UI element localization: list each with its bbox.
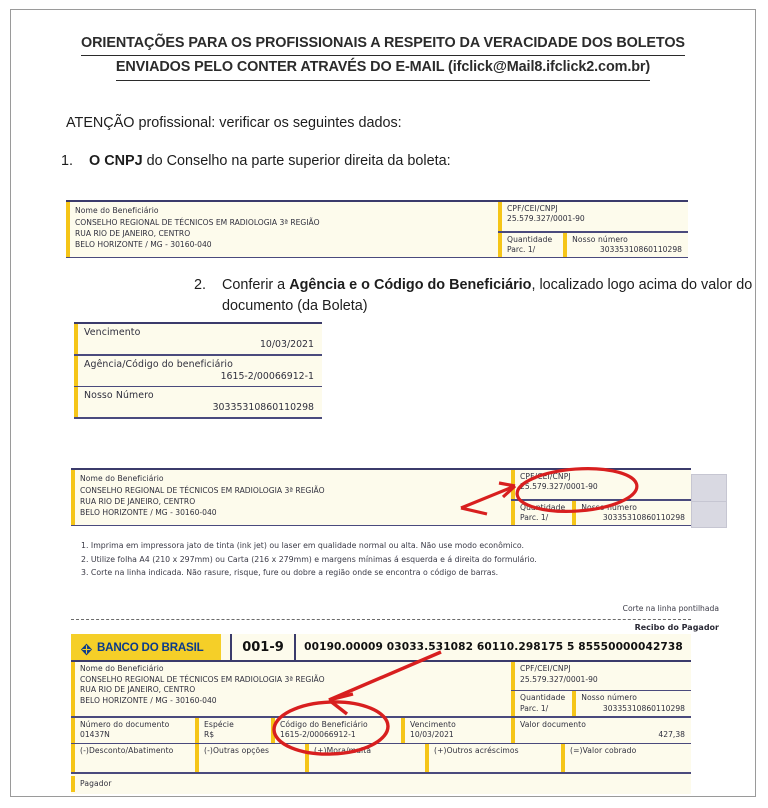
boleto4-totais-row: [71, 744, 691, 772]
boleto1-body: [66, 202, 688, 256]
yellow-marker-bar: [305, 744, 309, 772]
step-item-1: [61, 151, 669, 172]
page-title-line1: ORIENTAÇÕES PARA OS PROFISSIONAIS A RESPEITO DA VERACIDADE DOS BOLETOS: [81, 32, 685, 56]
beneficiario-line3: BELO HORIZONTE / MG - 30160-040: [75, 240, 212, 250]
beneficiario-line2: RUA RIO DE JANEIRO, CENTRO: [80, 685, 196, 694]
nosso-numero-field: [563, 233, 688, 257]
cnpj-label: CPF/CEI/CNPJ: [507, 204, 558, 214]
valor-documento-value: 427,38: [658, 730, 685, 740]
cnpj-label: CPF/CEI/CNPJ: [520, 472, 571, 482]
beneficiario-label: Nome do Beneficiário: [75, 206, 159, 216]
nosso-numero-field: [572, 501, 691, 525]
linha-digitavel: 00190.00009 03033.531082 60110.298175 5 85550000042738: [304, 641, 683, 653]
outros-acrescimos-field: [425, 744, 561, 772]
banco-do-brasil-name: BANCO DO BRASIL: [97, 640, 204, 654]
bank-code: 001-9: [230, 634, 296, 660]
beneficiario-line1: CONSELHO REGIONAL DE TÉCNICOS EM RADIOLOGIA 3ª REGIÃO: [80, 674, 325, 684]
yellow-marker-bar: [425, 744, 429, 772]
yellow-marker-bar: [71, 718, 75, 743]
yellow-marker-bar: [572, 691, 576, 716]
outros-acrescimos-label: (+)Outros acréscimos: [434, 746, 519, 756]
boleto-excerpt-top: [66, 200, 688, 258]
yellow-marker-bar: [511, 501, 515, 525]
yellow-marker-bar: [511, 718, 515, 743]
yellow-marker-bar: [498, 202, 502, 231]
recibo-pagador-label: Recibo do Pagador: [634, 623, 719, 632]
valor-documento-label: Valor documento: [520, 719, 587, 729]
quantidade-label: Quantidade: [507, 234, 553, 244]
nosso-numero-value: 30335310860110298: [599, 244, 682, 254]
quantidade-field: [511, 691, 572, 716]
yellow-marker-bar: [511, 691, 515, 716]
quantidade-field: [498, 233, 563, 257]
boleto1-right-block: [498, 202, 688, 256]
detail-value-0: 10/03/2021: [259, 339, 314, 351]
corte-linha-label: Corte na linha pontilhada: [622, 604, 719, 613]
desconto-label: (-)Desconto/Abatimento: [80, 746, 174, 756]
quantidade-value: Parc. 1/: [520, 512, 549, 522]
nosso-numero-label: Nosso número: [572, 234, 628, 244]
step-2-pre: Conferir a: [222, 277, 290, 293]
cnpj-label: CPF/CEI/CNPJ: [520, 664, 571, 673]
mora-multa-label: (+)Mora/multa: [314, 746, 372, 756]
page-title-line2: ENVIADOS PELO CONTER ATRAVÉS DO E-MAIL (ifclick@Mail8.ifclick2.com.br): [116, 56, 650, 80]
beneficiario-line2: RUA RIO DE JANEIRO, CENTRO: [80, 497, 196, 506]
yellow-marker-bar: [74, 324, 78, 354]
quantidade-value: Parc. 1/: [520, 703, 549, 713]
beneficiario-line2: RUA RIO DE JANEIRO, CENTRO: [75, 229, 191, 238]
codigo-beneficiario-label: Código do Beneficiário: [280, 719, 368, 729]
cnpj-field: [498, 202, 688, 231]
vencimento-value: 10/03/2021: [410, 730, 454, 740]
yellow-marker-bar: [271, 718, 275, 743]
nosso-numero-label: Nosso número: [581, 693, 637, 703]
boleto4-documento-row: [71, 718, 691, 743]
codigo-beneficiario-field: [271, 718, 401, 743]
especie-field: [195, 718, 271, 743]
page-title: [47, 32, 719, 81]
outras-opcoes-label: (-)Outras opções: [204, 746, 270, 756]
boleto3-right-block: [511, 470, 691, 524]
outras-opcoes-field: [195, 744, 305, 772]
step-2-bold: Agência e o Código do Beneficiário: [289, 277, 532, 293]
beneficiario-line3: BELO HORIZONTE / MG - 30160-040: [80, 508, 217, 518]
numero-documento-value: 01437N: [80, 730, 110, 740]
scan-artifact-box: [691, 474, 727, 528]
especie-label: Espécie: [204, 719, 234, 729]
step-1-bold: O CNPJ: [89, 152, 143, 169]
step-2-post: , localizado logo acima do valor do documento (da Boleta): [222, 277, 753, 314]
cnpj-field: [511, 470, 691, 499]
nosso-numero-value: 30335310860110298: [602, 703, 685, 713]
yellow-marker-bar: [71, 662, 75, 716]
beneficiario-label: Nome do Beneficiário: [80, 664, 164, 673]
intro-text: ATENÇÃO profissional: verificar os seguintes dados:: [66, 114, 402, 131]
step-number-1: 1.: [61, 152, 74, 169]
valor-documento-field: [511, 718, 691, 743]
step-1-post: do Conselho na parte superior direita da boleta:: [142, 152, 451, 169]
boleto4-qtd-nn-row: [511, 691, 691, 716]
yellow-marker-bar: [66, 202, 70, 256]
boleto-excerpt-annotated: [71, 468, 691, 526]
detail-label-1: Agência/Código do beneficiário: [84, 358, 233, 370]
yellow-marker-bar: [71, 470, 75, 524]
cnpj-value: 25.579.327/0001-90: [520, 674, 598, 684]
codigo-beneficiario-value: 1615-2/00066912-1: [280, 730, 356, 740]
document-page: [10, 9, 756, 797]
beneficiario-line1: CONSELHO REGIONAL DE TÉCNICOS EM RADIOLOGIA 3ª REGIÃO: [75, 217, 320, 227]
yellow-marker-bar: [401, 718, 405, 743]
boleto3-body: [71, 470, 691, 524]
cnpj-value: 25.579.327/0001-90: [507, 214, 585, 224]
detail-row-nosso-numero: [74, 387, 322, 417]
step-item-2: [194, 275, 756, 317]
boleto4-pagador-row: [71, 774, 691, 794]
quantidade-label: Quantidade: [520, 693, 566, 703]
boleto4-beneficiario-block: [71, 662, 511, 716]
nosso-numero-field: [572, 691, 691, 716]
boleto3-qtd-nn-row: [511, 501, 691, 525]
detail-label-0: Vencimento: [84, 327, 141, 339]
boleto4-right-block: [511, 662, 691, 716]
especie-value: R$: [204, 730, 215, 740]
quantidade-label: Quantidade: [520, 502, 566, 512]
yellow-marker-bar: [195, 744, 199, 772]
boleto-detail-table: [74, 322, 322, 419]
mora-multa-field: [305, 744, 425, 772]
boleto-full: [71, 634, 691, 794]
detail-label-2: Nosso Número: [84, 390, 154, 402]
yellow-marker-bar: [498, 233, 502, 257]
boleto1-beneficiario-block: [66, 202, 498, 256]
valor-cobrado-field: [561, 744, 691, 772]
quantidade-value: Parc. 1/: [507, 244, 536, 254]
beneficiario-label: Nome do Beneficiário: [80, 474, 164, 484]
print-instruction-2: 2. Utilize folha A4 (210 x 297mm) ou Carta (216 x 279mm) e margens mínimas á esquerda e á direita do formulário.: [81, 554, 537, 564]
beneficiario-line3: BELO HORIZONTE / MG - 30160-040: [80, 695, 217, 705]
pagador-field: [71, 774, 691, 794]
boleto3-beneficiario-block: [71, 470, 511, 524]
nosso-numero-label: Nosso número: [581, 502, 637, 512]
step-number-2: 2.: [194, 277, 207, 293]
yellow-marker-bar: [511, 470, 515, 499]
detail-row-vencimento: [74, 324, 322, 354]
cnpj-value: 25.579.327/0001-90: [520, 482, 598, 492]
detail-value-1: 1615-2/00066912-1: [220, 370, 314, 382]
yellow-marker-bar: [563, 233, 567, 257]
detail-bottom-rule: [74, 417, 322, 419]
detail-value-2: 30335310860110298: [212, 402, 314, 414]
boleto4-beneficiario-row: [71, 662, 691, 716]
yellow-marker-bar: [74, 356, 78, 386]
boleto3-bottom-rule: [71, 525, 691, 526]
banco-do-brasil-logo: [71, 634, 221, 660]
cut-line-dashed: [71, 619, 691, 620]
print-instruction-1: 1. Imprima em impressora jato de tinta (ink jet) ou laser em qualidade normal ou alta. Não use modo econômico.: [81, 541, 525, 550]
yellow-marker-bar: [561, 744, 565, 772]
cnpj-field: [511, 662, 691, 690]
numero-documento-label: Número do documento: [80, 719, 170, 729]
boleto1-qtd-nn-row: [498, 233, 688, 257]
bank-header-row: [71, 634, 691, 660]
print-instructions: [81, 539, 681, 580]
vencimento-field: [401, 718, 511, 743]
banco-do-brasil-mark-icon: [80, 641, 93, 654]
pagador-label: Pagador: [80, 778, 112, 788]
yellow-marker-bar: [511, 662, 515, 690]
vencimento-label: Vencimento: [410, 719, 456, 729]
beneficiario-line1: CONSELHO REGIONAL DE TÉCNICOS EM RADIOLOGIA 3ª REGIÃO: [80, 485, 325, 495]
yellow-marker-bar: [195, 718, 199, 743]
yellow-marker-bar: [572, 501, 576, 525]
nosso-numero-value: 30335310860110298: [602, 512, 685, 522]
print-instruction-3: 3. Corte na linha indicada. Não rasure, risque, fure ou dobre a região onde se encontra o código de barras.: [81, 568, 499, 578]
yellow-marker-bar: [74, 387, 78, 417]
valor-cobrado-label: (=)Valor cobrado: [570, 746, 637, 756]
yellow-marker-bar: [71, 776, 75, 792]
boleto1-bottom-rule: [66, 257, 688, 258]
desconto-field: [71, 744, 195, 772]
yellow-marker-bar: [71, 744, 75, 772]
numero-documento-field: [71, 718, 195, 743]
detail-row-agencia-codigo: [74, 356, 322, 386]
quantidade-field: [511, 501, 572, 525]
